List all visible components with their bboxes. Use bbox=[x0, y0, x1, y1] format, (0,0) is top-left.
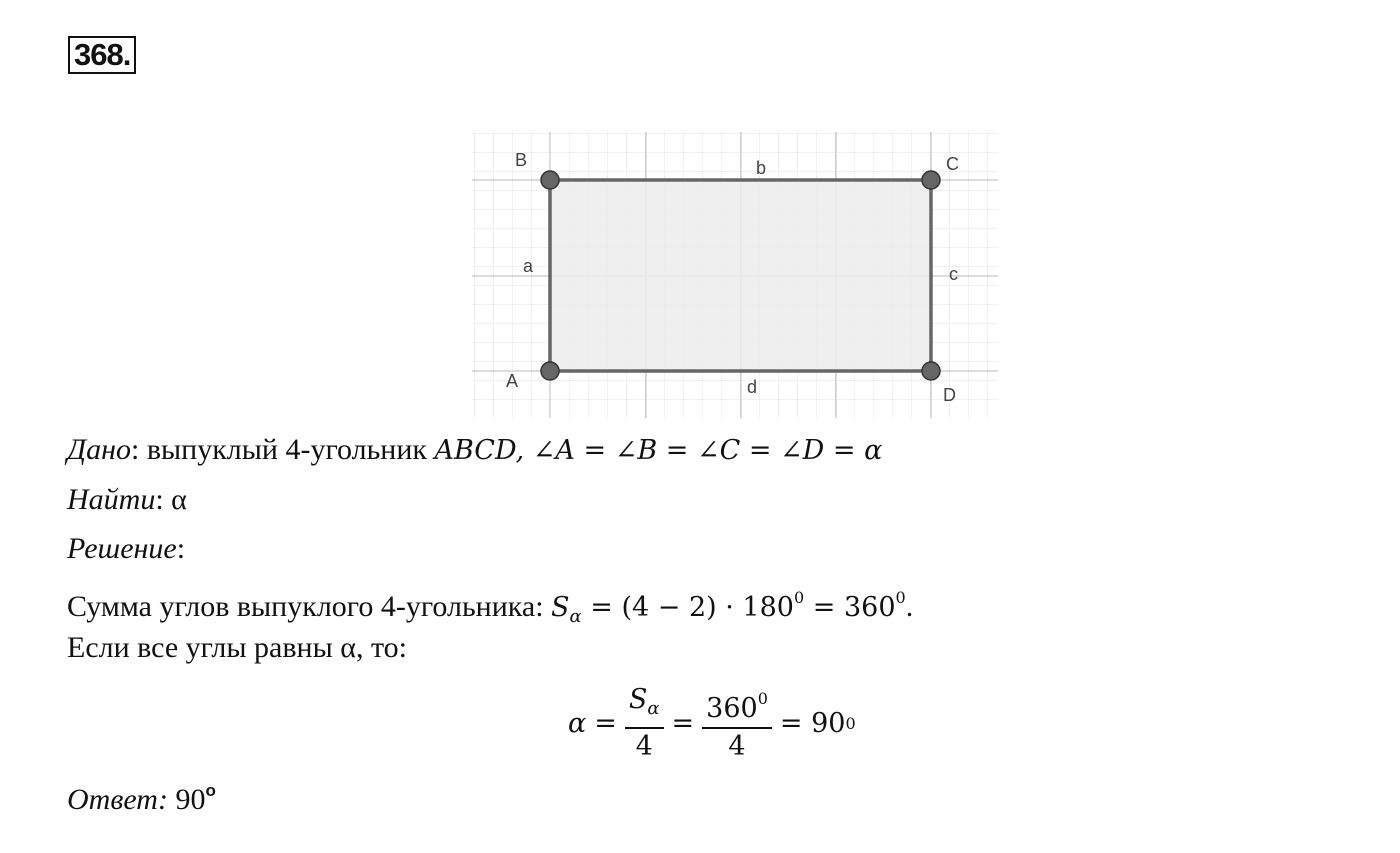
formula-eq2: = bbox=[671, 707, 695, 739]
answer-value: 90 bbox=[167, 783, 206, 816]
vertex-point-c bbox=[922, 171, 940, 189]
formula-lhs: α bbox=[568, 707, 587, 739]
angle-sum-s: S bbox=[551, 592, 570, 623]
solution-sep: : bbox=[176, 532, 186, 565]
side-label-d: d bbox=[747, 377, 758, 397]
answer-label: Ответ: bbox=[67, 783, 168, 816]
formula-result-sup: 0 bbox=[845, 713, 856, 733]
side-label-b: b bbox=[756, 158, 767, 178]
formula-eq1: = bbox=[594, 707, 617, 739]
angle-sum-deg2: 0 bbox=[895, 588, 906, 607]
angle-sum-end: . bbox=[905, 590, 914, 623]
given-sep: : bbox=[130, 433, 140, 466]
answer-line bbox=[67, 771, 216, 820]
angle-sum-sub: α bbox=[569, 606, 582, 627]
vertex-point-b bbox=[541, 171, 559, 189]
vertex-point-d bbox=[922, 362, 940, 380]
fraction1-num-sub: α bbox=[647, 697, 660, 719]
formula-result: = 90 bbox=[779, 707, 846, 739]
answer-degree: o bbox=[205, 781, 216, 800]
vertex-label-b: B bbox=[515, 150, 528, 170]
angle-sum-eq: = 360 bbox=[804, 592, 896, 623]
fraction-360-over-4 bbox=[702, 681, 772, 765]
solution-label: Решение bbox=[67, 532, 177, 565]
fraction2-num: 360 bbox=[706, 693, 758, 724]
alpha-formula bbox=[568, 678, 856, 768]
find-label: Найти bbox=[67, 483, 156, 516]
fraction2-num-sup: 0 bbox=[757, 689, 768, 708]
vertex-label-c: C bbox=[946, 154, 959, 174]
rectangle-abcd bbox=[550, 180, 931, 371]
angle-sum-text: Сумма углов выпуклого 4-угольника: bbox=[67, 590, 552, 623]
given-label: Дано bbox=[67, 433, 131, 466]
fraction2-den: 4 bbox=[728, 731, 746, 762]
given-line bbox=[67, 430, 882, 471]
given-condition: , ∠A = ∠B = ∠C = ∠D = α bbox=[515, 435, 883, 466]
rectangle-figure bbox=[472, 132, 1002, 422]
side-label-c: c bbox=[949, 264, 958, 284]
if-line bbox=[67, 628, 407, 668]
vertex-label-d: D bbox=[943, 385, 956, 405]
find-text: : α bbox=[155, 483, 187, 516]
find-line bbox=[67, 480, 187, 520]
side-label-a: a bbox=[523, 256, 534, 276]
given-figure-name: ABCD bbox=[434, 435, 516, 466]
problem-number: 368. bbox=[68, 36, 136, 74]
fraction-s-over-4 bbox=[625, 682, 664, 765]
vertex-point-a bbox=[541, 362, 559, 380]
vertex-label-a: A bbox=[506, 371, 519, 391]
fraction1-num-s: S bbox=[628, 683, 648, 715]
given-text: выпуклый 4-угольник bbox=[139, 433, 435, 466]
fraction1-den: 4 bbox=[635, 730, 653, 762]
if-text: Если все углы равны α, то: bbox=[67, 631, 408, 664]
angle-sum-deg1: 0 bbox=[793, 588, 805, 607]
solution-line bbox=[67, 529, 185, 569]
angle-sum-expr: = (4 − 2) · 180 bbox=[581, 592, 794, 623]
